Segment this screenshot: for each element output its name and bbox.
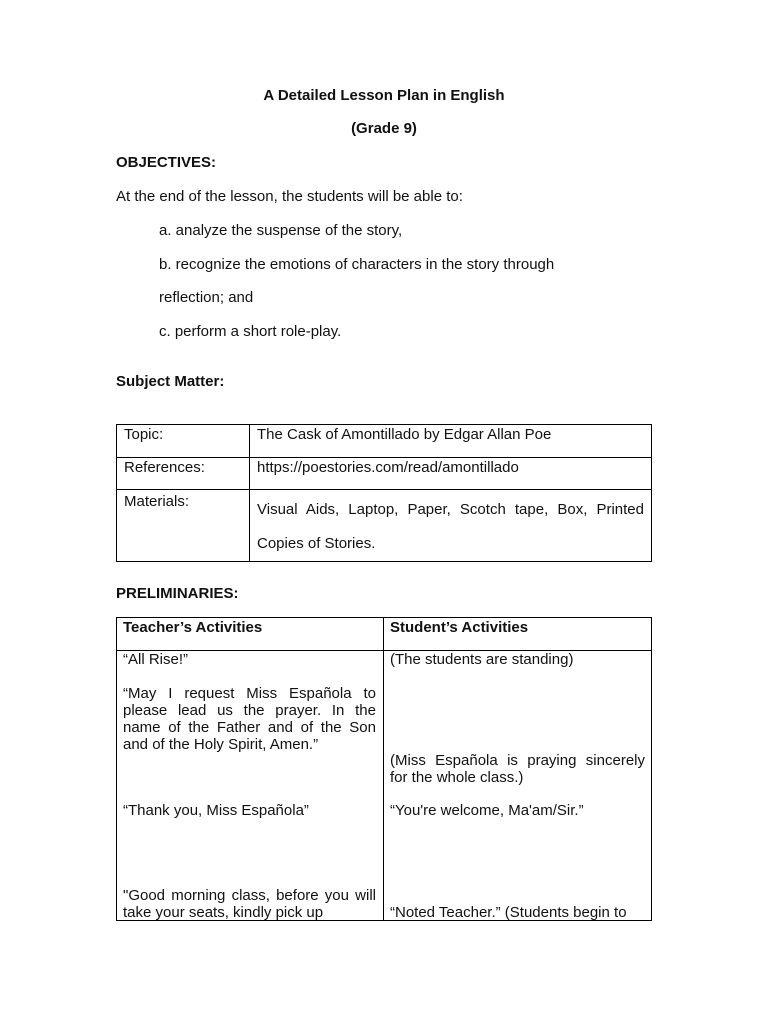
objective-item-c: c. perform a short role-play. xyxy=(159,323,342,340)
subject-matter-heading: Subject Matter: xyxy=(116,373,225,390)
objective-item-b-continued: reflection; and xyxy=(159,289,254,306)
references-value: https://poestories.com/read/amontillado xyxy=(250,458,652,490)
column-divider xyxy=(383,618,384,920)
materials-value: Visual Aids, Laptop, Paper, Scotch tape, Box, Printed Copies of Stories. xyxy=(250,490,652,562)
objective-item-a: a. analyze the suspense of the story, xyxy=(159,222,403,239)
references-label: References: xyxy=(117,458,250,490)
student-column-header: Student’s Activities xyxy=(390,619,529,636)
student-activity: “Noted Teacher.” (Students begin to xyxy=(390,904,627,921)
teacher-activity: "Good morning class, before you will take your seats, kindly pick up xyxy=(123,887,376,921)
document-title: A Detailed Lesson Plan in English xyxy=(263,87,505,104)
table-row xyxy=(117,425,652,458)
teacher-activity: “Thank you, Miss Española” xyxy=(123,802,309,819)
teacher-activity: “May I request Miss Española to please lead us the prayer. In the name of the Father and of the Son and of the Holy Spirit, Amen.” xyxy=(123,685,376,753)
preliminaries-heading: PRELIMINARIES: xyxy=(116,585,239,602)
objectives-heading: OBJECTIVES: xyxy=(116,154,217,171)
teacher-column-header: Teacher’s Activities xyxy=(123,619,263,636)
student-activity: (Miss Española is praying sincerely for the whole class.) xyxy=(390,752,645,786)
objective-item-b: b. recognize the emotions of characters in the story through xyxy=(159,256,555,273)
table-row xyxy=(117,458,652,490)
materials-label: Materials: xyxy=(117,490,250,562)
teacher-activity: “All Rise!” xyxy=(123,651,189,668)
objectives-intro: At the end of the lesson, the students will be able to: xyxy=(116,188,463,205)
topic-value: The Cask of Amontillado by Edgar Allan Poe xyxy=(250,425,652,458)
preliminaries-table xyxy=(116,617,652,921)
student-activity: (The students are standing) xyxy=(390,651,574,668)
table-row xyxy=(117,490,652,562)
topic-label: Topic: xyxy=(117,425,250,458)
student-activity: “You're welcome, Ma'am/Sir.” xyxy=(390,802,584,819)
grade-label: (Grade 9) xyxy=(351,120,417,137)
subject-matter-table xyxy=(116,424,652,562)
